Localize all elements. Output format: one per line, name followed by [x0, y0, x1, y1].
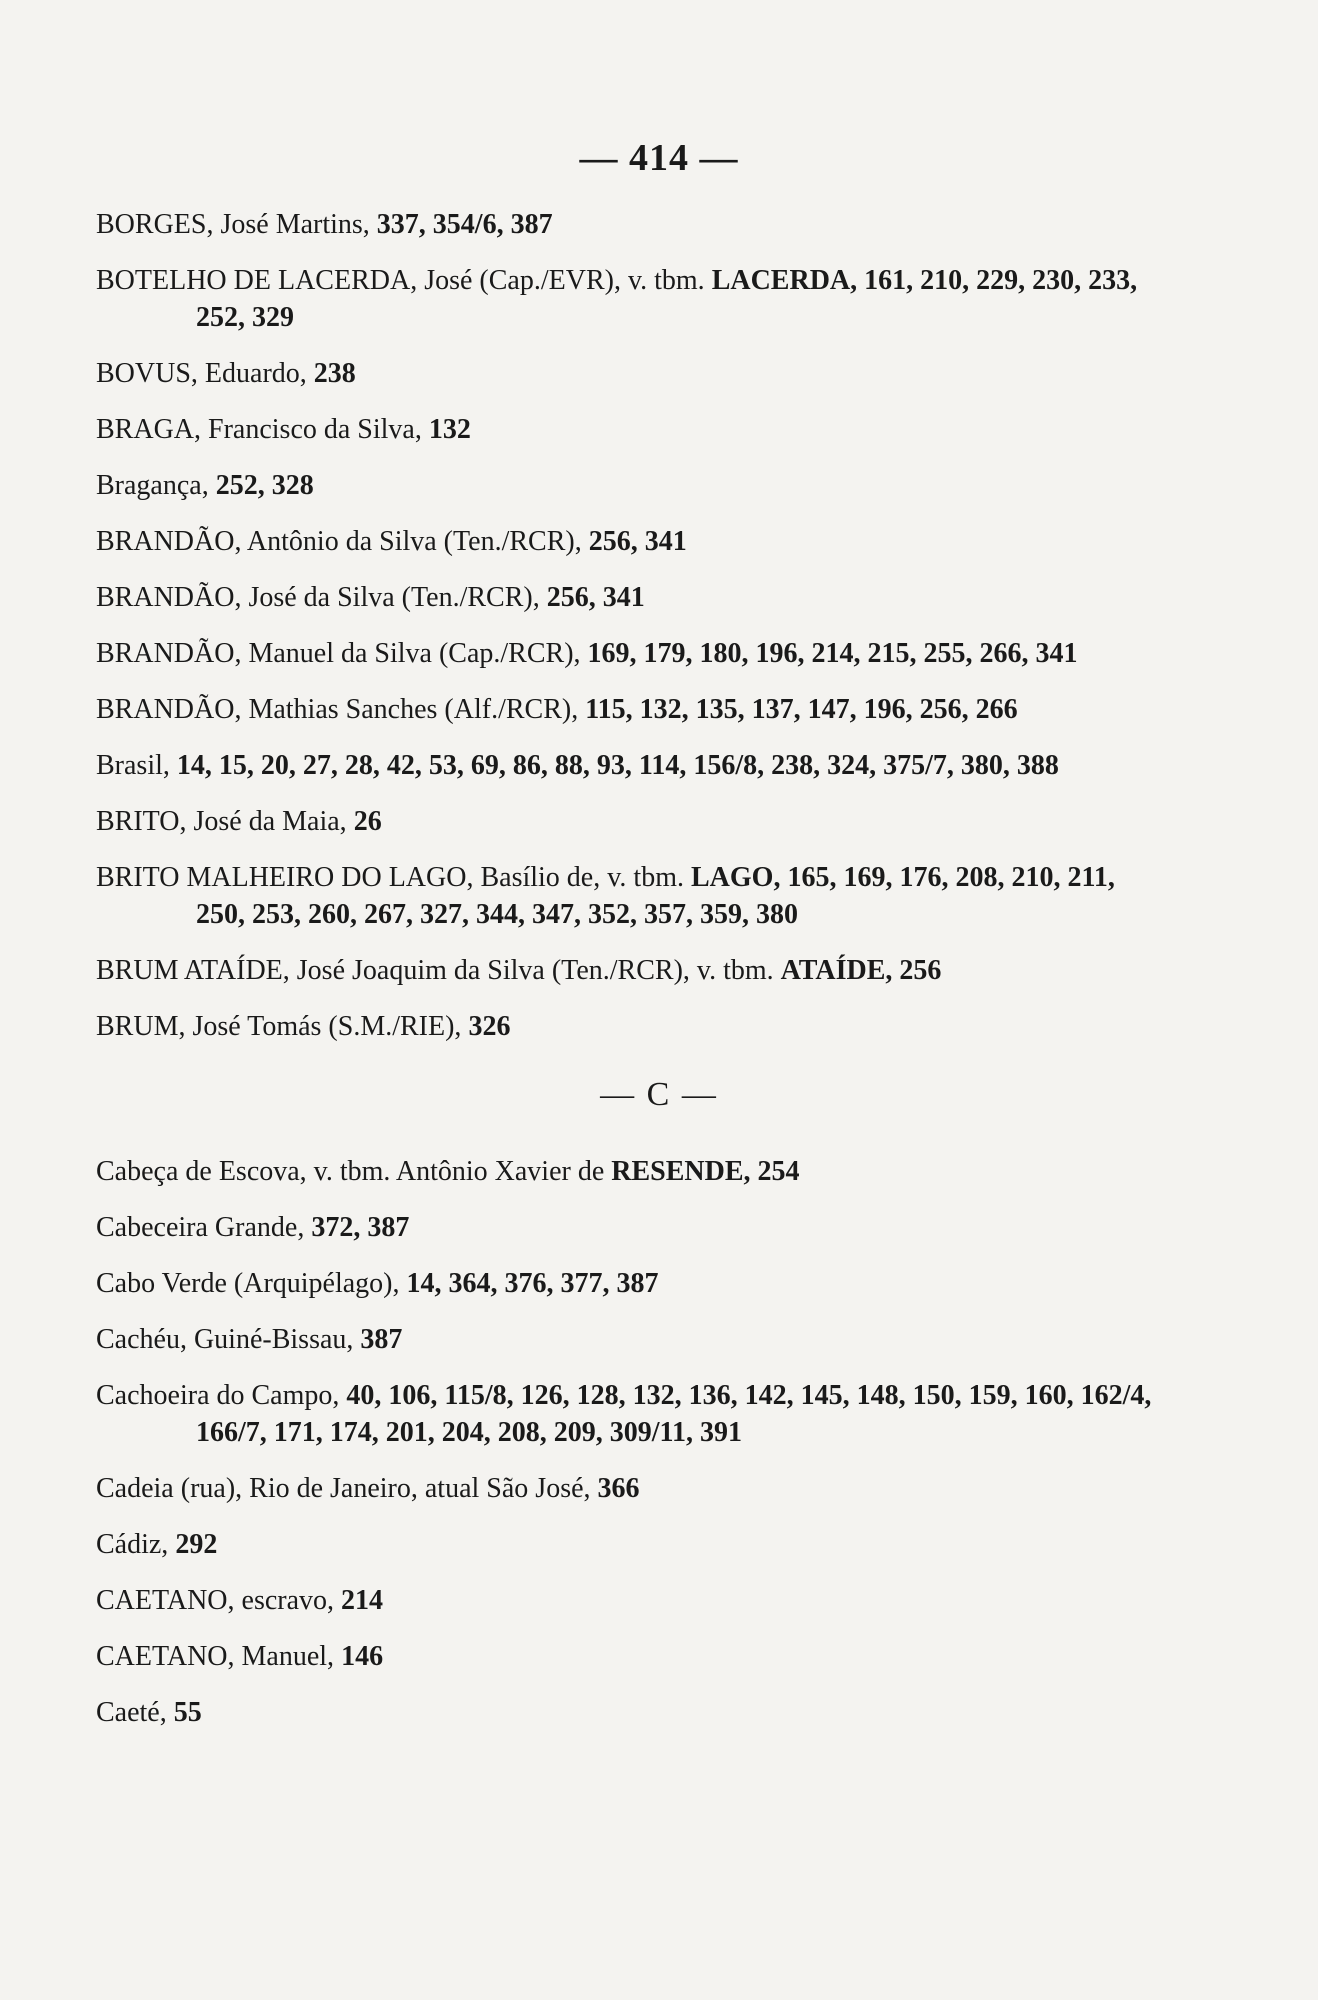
- entry-page-numbers: 26: [353, 806, 382, 837]
- entry-page-numbers: 252, 328: [215, 470, 314, 501]
- index-entry: [96, 206, 1156, 243]
- index-entry: [96, 467, 1156, 504]
- entry-page-numbers: 115, 132, 135, 137, 147, 196, 256, 266: [585, 694, 1018, 725]
- entry-heading: BRANDÃO, Mathias Sanches (Alf./RCR),: [96, 694, 586, 725]
- entry-heading: Brasil,: [96, 750, 177, 781]
- section-b-entries: [96, 206, 1156, 1045]
- entry-heading: BRANDÃO, Antônio da Silva (Ten./RCR),: [96, 526, 589, 557]
- entry-page-numbers: , 256: [885, 955, 942, 986]
- entry-heading: BOVUS, Eduardo,: [96, 358, 314, 389]
- index-entry: [96, 411, 1156, 448]
- entry-heading: Cabeça de Escova, v. tbm. Antônio Xavier de: [96, 1156, 612, 1187]
- index-entry: [96, 1008, 1156, 1045]
- entry-cross-reference: LACERDA: [711, 265, 851, 296]
- entry-page-numbers: 366: [597, 1473, 640, 1504]
- entry-heading: Cachoeira do Campo,: [96, 1380, 347, 1411]
- entry-heading: BRANDÃO, José da Silva (Ten./RCR),: [96, 582, 547, 613]
- entry-heading: Cadeia (rua), Rio de Janeiro, atual São José,: [96, 1473, 598, 1504]
- entry-page-numbers: 14, 364, 376, 377, 387: [406, 1268, 659, 1299]
- section-c-entries: [96, 1153, 1156, 1731]
- page-number: — 414 —: [579, 137, 739, 179]
- entry-heading: BRAGA, Francisco da Silva,: [96, 414, 429, 445]
- section-heading-c: — C —: [600, 1076, 718, 1113]
- index-entry: [96, 952, 1156, 989]
- index-entry: [96, 1694, 1156, 1731]
- entry-cross-reference: ATAÍDE: [780, 955, 886, 986]
- entry-page-numbers: 146: [341, 1641, 384, 1672]
- entry-heading: Cádiz,: [96, 1529, 176, 1560]
- index-entry: [96, 747, 1156, 784]
- entry-page-numbers: 256, 341: [588, 526, 687, 557]
- entry-heading: Cabo Verde (Arquipélago),: [96, 1268, 407, 1299]
- index-entries: [96, 206, 1156, 1750]
- index-entry: [96, 1265, 1156, 1302]
- index-entry: [96, 1582, 1156, 1619]
- index-entry: [96, 859, 1156, 933]
- entry-page-numbers: 238: [313, 358, 356, 389]
- entry-heading: BRANDÃO, Manuel da Silva (Cap./RCR),: [96, 638, 588, 669]
- entry-heading: BRUM ATAÍDE, José Joaquim da Silva (Ten./RCR), v. tbm.: [96, 955, 781, 986]
- entry-heading: BOTELHO DE LACERDA, José (Cap./EVR), v. tbm.: [96, 265, 712, 296]
- index-entry: [96, 635, 1156, 672]
- entry-page-numbers: 387: [360, 1324, 403, 1355]
- entry-page-numbers: 214: [341, 1585, 384, 1616]
- index-entry: [96, 579, 1156, 616]
- index-entry: [96, 355, 1156, 392]
- entry-cross-reference: LAGO: [690, 862, 774, 893]
- entry-heading: BRITO MALHEIRO DO LAGO, Basílio de, v. tbm.: [96, 862, 691, 893]
- entry-page-numbers: , 161, 210, 229, 230, 233, 252, 329: [196, 265, 1138, 333]
- index-entry: [96, 1153, 1156, 1190]
- entry-page-numbers: 326: [468, 1011, 511, 1042]
- entry-page-numbers: 169, 179, 180, 196, 214, 215, 255, 266, 341: [587, 638, 1078, 669]
- entry-heading: Caeté,: [96, 1697, 174, 1728]
- entry-heading: BRUM, José Tomás (S.M./RIE),: [96, 1011, 469, 1042]
- index-entry: [96, 1321, 1156, 1358]
- index-entry: [96, 1209, 1156, 1246]
- entry-cross-reference: RESENDE: [611, 1156, 744, 1187]
- index-entry: [96, 803, 1156, 840]
- entry-heading: BORGES, José Martins,: [96, 209, 377, 240]
- index-entry: [96, 262, 1156, 336]
- entry-page-numbers: 14, 15, 20, 27, 28, 42, 53, 69, 86, 88, 93, 114, 156/8, 238, 324, 375/7, 380, 388: [176, 750, 1059, 781]
- entry-page-numbers: 40, 106, 115/8, 126, 128, 132, 136, 142, 145, 148, 150, 159, 160, 162/4, 166/7, 171, 174, 201, 204, 208, 209, 309/11, 391: [196, 1380, 1152, 1448]
- index-entry: [96, 691, 1156, 728]
- entry-heading: Cabeceira Grande,: [96, 1212, 312, 1243]
- entry-heading: CAETANO, escravo,: [96, 1585, 342, 1616]
- index-entry: [96, 1638, 1156, 1675]
- index-entry: [96, 1526, 1156, 1563]
- entry-heading: CAETANO, Manuel,: [96, 1641, 342, 1672]
- entry-page-numbers: 256, 341: [546, 582, 645, 613]
- index-entry: [96, 523, 1156, 560]
- entry-page-numbers: 55: [173, 1697, 202, 1728]
- entry-page-numbers: 372, 387: [311, 1212, 410, 1243]
- entry-page-numbers: , 254: [743, 1156, 800, 1187]
- entry-heading: Cachéu, Guiné-Bissau,: [96, 1324, 361, 1355]
- entry-page-numbers: 292: [175, 1529, 218, 1560]
- entry-page-numbers: 132: [428, 414, 471, 445]
- index-entry: [96, 1377, 1156, 1451]
- entry-page-numbers: 337, 354/6, 387: [376, 209, 553, 240]
- entry-heading: Bragança,: [96, 470, 216, 501]
- index-entry: [96, 1470, 1156, 1507]
- entry-heading: BRITO, José da Maia,: [96, 806, 354, 837]
- entry-page-numbers: , 165, 169, 176, 208, 210, 211, 250, 253, 260, 267, 327, 344, 347, 352, 357, 359, 380: [196, 862, 1115, 930]
